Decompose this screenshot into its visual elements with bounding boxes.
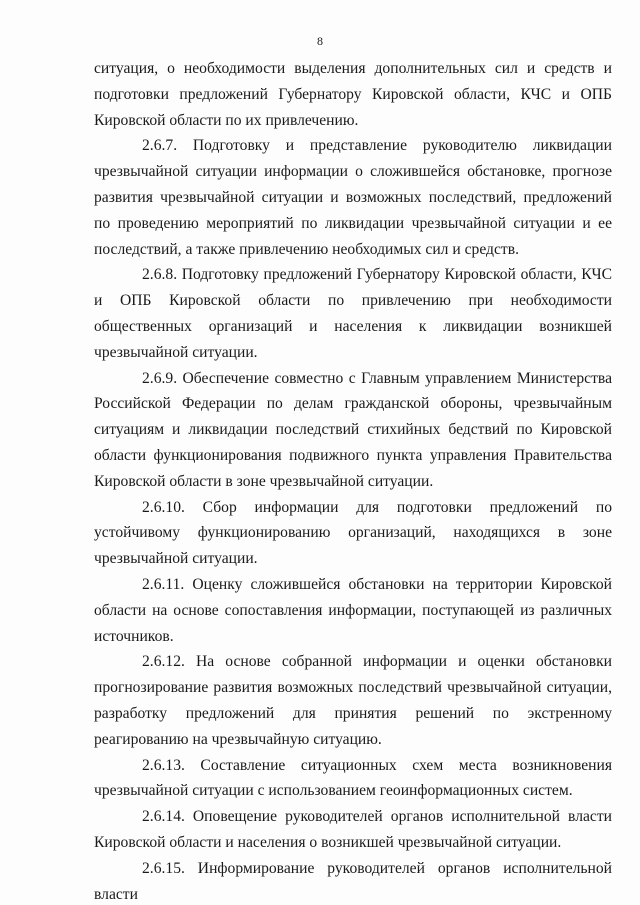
paragraph-2-6-13: 2.6.13. Составление ситуационных схем места возникновения чрезвычайной ситуации с использованием геоинформационных систем. [94,756,612,800]
page-number: 8 [317,34,323,48]
paragraph-2-6-11: 2.6.11. Оценку сложившейся обстановки на территории Кировской области на основе сопоставления информации, поступающей из различных источников. [94,575,612,645]
paragraph-2-6-8: 2.6.8. Подготовку предложений Губернатору Кировской области, КЧС и ОПБ Кировской области по привлечению при необходимости общественных организаций и населения к ликвидации возникшей чрезвычайной ситуации. [94,266,612,361]
paragraph-continued: ситуация, о необходимости выделения дополнительных сил и средств и подготовки предложений Губернатору Кировской области, КЧС и ОПБ Кировской области по их привлечению. [94,60,612,129]
paragraph-2-6-7: 2.6.7. Подготовку и представление руководителю ликвидации чрезвычайной ситуации информации о сложившейся обстановке, прогнозе развития чрезвычайной ситуации и возможных последствий, предложений по проведению мероприятий по ликвидации чрезвычайной ситуации и ее последствий, а также привлечению необходимых сил и средств. [94,137,612,258]
document-body [94,56,612,905]
paragraph-2-6-10: 2.6.10. Сбор информации для подготовки предложений по устойчивому функционированию организаций, находящихся в зоне чрезвычайной ситуации. [94,498,612,568]
paragraph-2-6-9: 2.6.9. Обеспечение совместно с Главным управлением Министерства Российской Федерации по делам гражданской обороны, чрезвычайным ситуациям и ликвидации последствий стихийных бедствий по Кировской области функционирования подвижного пункта управления Правительства Кировской области в зоне чрезвычайной ситуации. [94,369,612,490]
paragraph-2-6-15: 2.6.15. Информирование руководителей органов исполнительной власти [94,859,612,903]
paragraph-2-6-14: 2.6.14. Оповещение руководителей органов исполнительной власти Кировской области и населения о возникшей чрезвычайной ситуации. [94,808,612,851]
paragraph-2-6-12: 2.6.12. На основе собранной информации и оценки обстановки прогнозирование развития возможных последствий чрезвычайной ситуации, разработку предложений для принятия решений по экстренному реагированию на чрезвычайную ситуацию. [94,653,612,748]
